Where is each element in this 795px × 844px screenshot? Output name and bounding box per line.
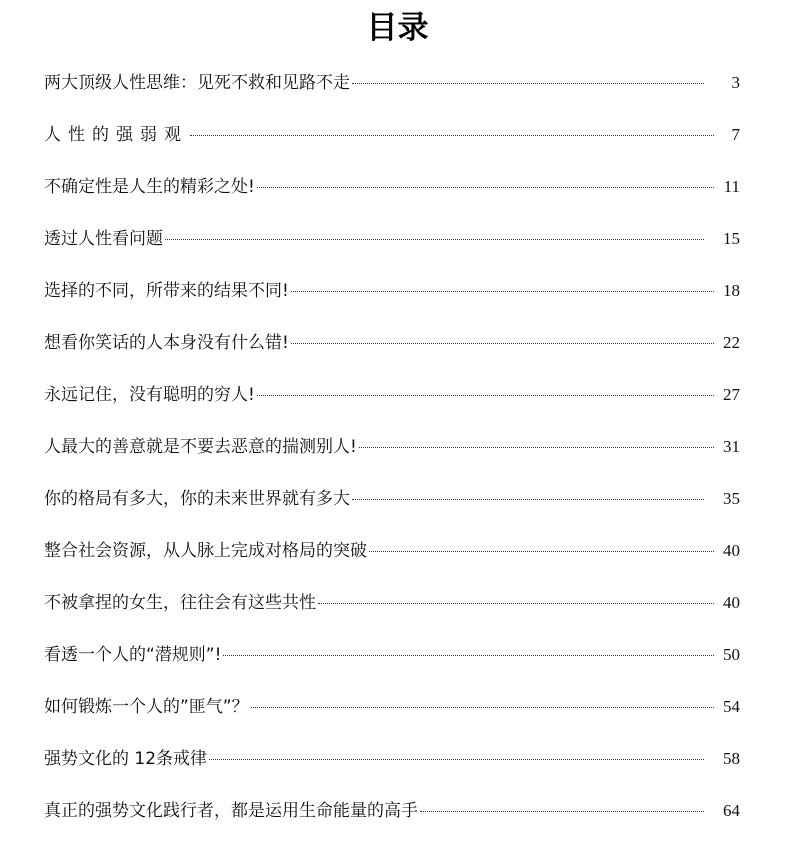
toc-heading: 目录: [366, 10, 429, 46]
dot-leader: [257, 186, 714, 188]
toc-page-number: 31: [723, 437, 740, 456]
toc-page-number: 7: [731, 125, 740, 144]
toc-entry-title: 看透一个人的“潜规则”!: [44, 645, 222, 665]
toc-entry[interactable]: [44, 584, 740, 636]
toc-entry-title: 人最大的善意就是不要去恶意的揣测别人!: [44, 437, 357, 457]
toc-entry-title: 强势文化的 12条戒律: [44, 749, 208, 769]
toc-page-number: 35: [723, 489, 740, 508]
dot-leader: [291, 342, 714, 344]
dot-leader: [257, 394, 714, 396]
toc-entry[interactable]: [44, 272, 740, 324]
toc-entry[interactable]: [44, 792, 740, 844]
dot-leader: [291, 290, 714, 292]
toc-entry[interactable]: [44, 636, 740, 688]
dot-leader: [369, 550, 714, 552]
toc-list: [44, 64, 740, 844]
toc-entry-title: 不确定性是人生的精彩之处!: [44, 177, 255, 197]
toc-entry-title: 两大顶级人性思维：见死不救和见路不走: [44, 73, 350, 93]
dot-leader: [223, 654, 714, 656]
dot-leader: [251, 706, 714, 708]
toc-page-number: 54: [723, 697, 740, 716]
toc-entry[interactable]: [44, 532, 740, 584]
toc-page-number: 15: [723, 229, 740, 248]
toc-page-number: 50: [723, 645, 740, 664]
toc-entry-title: 透过人性看问题: [44, 229, 163, 249]
toc-entry[interactable]: [44, 168, 740, 220]
toc-page-number: 22: [723, 333, 740, 352]
toc-entry[interactable]: [44, 688, 740, 740]
toc-entry-title: 你的格局有多大，你的未来世界就有多大: [44, 489, 350, 509]
toc-entry-title: 人性的强弱观: [44, 125, 188, 145]
toc-page-number: 58: [723, 749, 740, 768]
toc-entry-title: 永远记住，没有聪明的穷人!: [44, 385, 255, 405]
toc-entry[interactable]: [44, 64, 740, 116]
dot-leader: [359, 446, 714, 448]
dot-leader: [352, 498, 704, 500]
dot-leader: [352, 82, 704, 84]
toc-page-number: 40: [723, 541, 740, 560]
dot-leader: [190, 134, 714, 136]
toc-entry-title: 不被拿捏的女生，往往会有这些共性: [44, 593, 316, 613]
toc-entry-title: 选择的不同，所带来的结果不同!: [44, 281, 289, 301]
toc-entry-title: 想看你笑话的人本身没有什么错!: [44, 333, 289, 353]
toc-entry[interactable]: [44, 324, 740, 376]
dot-leader: [209, 758, 704, 760]
toc-entry[interactable]: [44, 428, 740, 480]
toc-page-number: 27: [723, 385, 740, 404]
dot-leader: [318, 602, 714, 604]
toc-page-number: 18: [723, 281, 740, 300]
toc-entry-title: 整合社会资源，从人脉上完成对格局的突破: [44, 541, 367, 561]
toc-page-number: 11: [723, 177, 740, 196]
toc-entry-title: 真正的强势文化践行者，都是运用生命能量的高手: [44, 801, 418, 821]
toc-entry[interactable]: [44, 376, 740, 428]
toc-page-number: 64: [723, 801, 740, 820]
dot-leader: [420, 810, 704, 812]
toc-entry[interactable]: [44, 740, 740, 792]
toc-page-number: 40: [723, 593, 740, 612]
dot-leader: [165, 238, 704, 240]
toc-entry[interactable]: [44, 480, 740, 532]
toc-page-number: 3: [731, 73, 740, 92]
toc-entry[interactable]: [44, 220, 740, 272]
toc-entry[interactable]: [44, 116, 740, 168]
toc-entry-title: 如何锻炼一个人的”匪气”？: [44, 697, 249, 717]
